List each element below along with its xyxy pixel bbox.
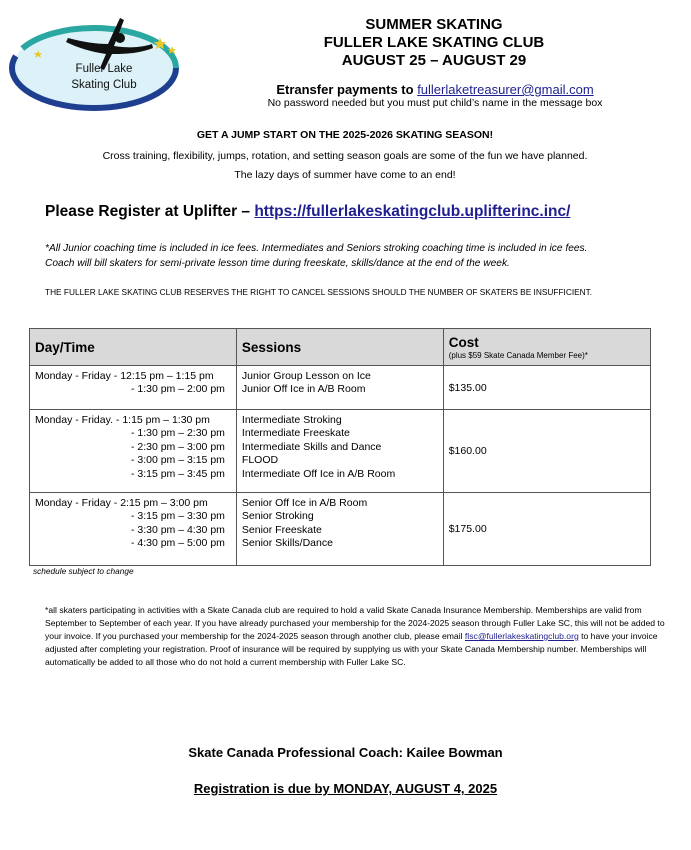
logo-text-line1: Fuller Lake [75, 63, 133, 75]
time-line: - 3:15 pm – 3:30 pm [130, 510, 225, 523]
no-password-note: No password needed but you must put child’s name in the message box [267, 97, 603, 109]
session-line: Junior Group Lesson on Ice [241, 370, 371, 382]
time-line: - 4:30 pm – 5:00 pm [130, 537, 225, 550]
logo-text-line2: Skating Club [71, 79, 137, 91]
session-line: Senior Stroking [241, 510, 314, 523]
header-daytime: Day/Time [30, 329, 237, 366]
schedule-subject-note: schedule subject to change [33, 566, 134, 576]
row-sessions [236, 493, 443, 566]
skater-logo-graphic [8, 8, 186, 112]
cross-training-text: Cross training, flexibility, jumps, rotation, and setting season goals are some of the fun we have planned. [102, 150, 588, 162]
session-line: Intermediate Freeskate [241, 427, 350, 440]
row-cost: $160.00 [443, 410, 650, 493]
time-line: - 1:30 pm – 2:00 pm [130, 383, 225, 396]
etransfer-line [230, 82, 640, 97]
time-line: Monday - Friday - 2:15 pm – 3:00 pm [35, 497, 208, 509]
etransfer-label: Etransfer payments to [276, 82, 418, 97]
coaching-note-line1: *All Junior coaching time is included in ice fees. Intermediates and Seniors stroking coaching time is included in ice fees. [45, 243, 588, 254]
title-line-1: SUMMER SKATING [365, 16, 503, 33]
header-sessions: Sessions [236, 329, 443, 366]
header-cost-subnote: (plus $59 Skate Canada Member Fee)* [448, 350, 588, 360]
session-line: Senior Skills/Dance [241, 537, 333, 550]
membership-text-part2: to have your invoice adjusted after completing your registration. Proof of insurance will be required by supplying us with your Skate Canada Membership number. Memberships will automatically be added to all those who do not hold a current membership with Fuller Lake SC. [45, 631, 658, 667]
membership-text-part1: *all skaters participating in activities with a Skate Canada club are required to hold a valid Skate Canada Insurance Membership. Memberships are valid from September to September of each year. If you have already purchased your membership for the 2024-2025 season through Fuller Lake SC, this will not be added to your invoice. If you purchased your membership for the 2024-2025 season through another club, please email [45, 605, 665, 641]
registration-due-line [0, 781, 691, 796]
time-line: - 3:15 pm – 3:45 pm [130, 467, 225, 480]
title-line-2: FULLER LAKE SKATING CLUB [323, 34, 545, 51]
title-line-3: AUGUST 25 – AUGUST 29 [341, 52, 527, 69]
table-row [30, 410, 651, 493]
row-times [30, 366, 237, 410]
header-cost [443, 329, 650, 366]
time-line: - 3:30 pm – 4:30 pm [130, 523, 225, 536]
registration-due-text: Registration is due by MONDAY, AUGUST 4, 2025 [193, 781, 498, 796]
coaching-note-line2: Coach will bill skaters for semi-private lesson time during freeskate, skills/dance at the end of the week. [45, 258, 510, 269]
row-sessions [236, 366, 443, 410]
register-label: Please Register at Uplifter – [45, 203, 255, 220]
session-line: Intermediate Off Ice in A/B Room [241, 467, 396, 480]
table-row [30, 366, 651, 410]
register-line [45, 203, 570, 221]
time-line: - 2:30 pm – 3:00 pm [130, 440, 225, 453]
membership-fine-print [45, 604, 667, 669]
membership-email-link[interactable]: flsc@fullerlakeskatingclub.org [464, 631, 579, 641]
schedule-table [29, 328, 651, 566]
reserve-right-note: THE FULLER LAKE SKATING CLUB RESERVES THE RIGHT TO CANCEL SESSIONS SHOULD THE NUMBER OF SKATERS BE INSUFFICIENT. [45, 287, 593, 297]
row-times [30, 493, 237, 566]
session-line: Senior Freeskate [241, 523, 322, 536]
coaching-note [45, 241, 665, 271]
register-url-link[interactable]: https://fullerlakeskatingclub.uplifterinc.inc/ [254, 203, 571, 220]
row-cost: $175.00 [443, 493, 650, 566]
lazy-days-text: The lazy days of summer have come to an end! [234, 169, 456, 181]
time-line: - 3:00 pm – 3:15 pm [130, 454, 225, 467]
session-line: Intermediate Stroking [241, 414, 342, 426]
row-times [30, 410, 237, 493]
session-line: Junior Off Ice in A/B Room [241, 383, 366, 396]
coach-line: Skate Canada Professional Coach: Kailee Bowman [188, 745, 503, 760]
session-line: Intermediate Skills and Dance [241, 440, 382, 453]
jump-start-heading: GET A JUMP START ON THE 2025-2026 SKATING SEASON! [196, 129, 494, 141]
etransfer-email-link[interactable]: fullerlaketreasurer@gmail.com [417, 82, 594, 97]
club-logo [8, 8, 186, 112]
row-sessions [236, 410, 443, 493]
row-cost: $135.00 [443, 366, 650, 410]
time-line: - 1:30 pm – 2:30 pm [130, 427, 225, 440]
session-line: Senior Off Ice in A/B Room [241, 497, 368, 509]
time-line: Monday - Friday. - 1:15 pm – 1:30 pm [35, 414, 210, 426]
header-cost-label: Cost [448, 334, 479, 350]
session-line: FLOOD [241, 454, 279, 467]
time-line: Monday - Friday - 12:15 pm – 1:15 pm [35, 370, 214, 382]
table-row [30, 493, 651, 566]
